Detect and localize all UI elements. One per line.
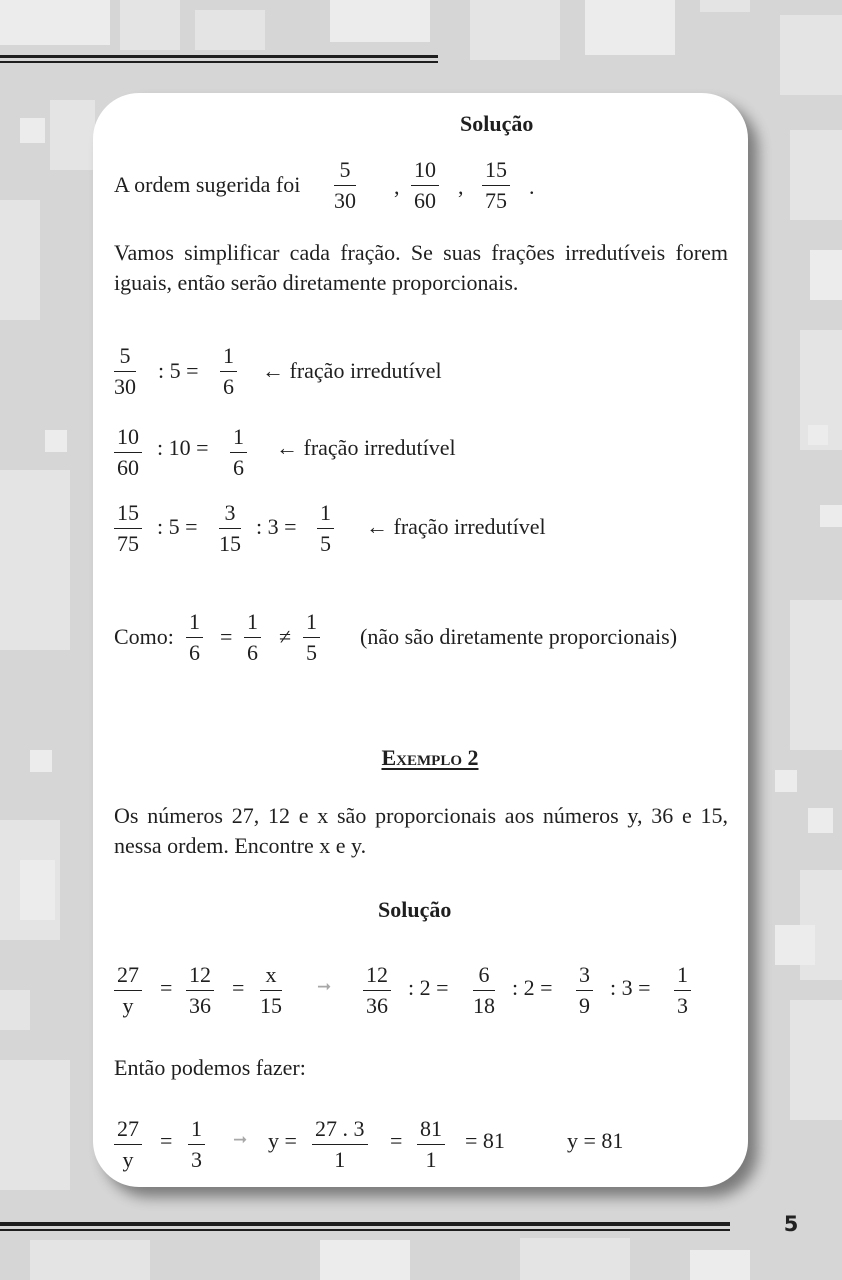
equals: = <box>232 975 245 1000</box>
conclusion-prefix: Como: <box>114 624 174 649</box>
equals: = <box>160 1128 173 1153</box>
operation: : 5 = <box>157 514 198 539</box>
fraction: $\frac{3}{9}$ <box>576 963 593 1018</box>
operation: : 10 = <box>157 435 209 460</box>
solution-heading: Solução <box>378 897 452 922</box>
page-number: 5 <box>783 1212 799 1236</box>
result: = 81 <box>465 1128 505 1153</box>
fraction: $\frac{27}{y}$ <box>114 963 142 1018</box>
conclusion-note: (não são diretamente proporcionais) <box>360 624 678 649</box>
fraction: $\frac{6}{18}$ <box>473 962 495 1018</box>
top-rule <box>0 55 438 63</box>
period: . <box>529 174 535 199</box>
fraction: $\frac{15}{75}$ <box>482 158 510 213</box>
fraction: $\frac{12}{36}$ <box>186 963 214 1018</box>
fraction: $\frac{27 . 3}{1}$ <box>312 1117 368 1172</box>
then-text: Então podemos fazer: <box>114 1055 306 1080</box>
equals: = <box>160 975 173 1000</box>
note: ← fração irredutível <box>366 514 546 539</box>
fraction: $\frac{5}{30}$ <box>334 157 356 213</box>
equals: = <box>220 624 233 649</box>
fraction: $\frac{x}{15}$ <box>260 962 282 1018</box>
not-equals: ≠ <box>279 624 292 649</box>
fraction: $\frac{27}{y}$ <box>114 1117 142 1172</box>
solution-heading: Solução <box>460 111 534 136</box>
fraction: $\frac{5}{30}$ <box>114 343 136 399</box>
fraction: $\frac{10}{60}$ <box>114 425 142 480</box>
operation: : 3 = <box>610 975 651 1000</box>
y-equals: y = <box>268 1128 297 1153</box>
fraction: $\frac{1}{6}$ <box>244 610 261 665</box>
operation: : 3 = <box>256 514 297 539</box>
fraction: $\frac{1}{6}$ <box>230 425 247 480</box>
arrow-icon: ➞ <box>317 977 332 997</box>
arrow-icon: ➞ <box>233 1130 248 1150</box>
fraction: $\frac{1}{5}$ <box>303 610 320 665</box>
bottom-rule <box>0 1222 730 1231</box>
fraction: $\frac{1}{3}$ <box>188 1117 205 1172</box>
fraction: $\frac{1}{3}$ <box>674 963 691 1018</box>
note: ← fração irredutível <box>262 358 442 383</box>
note: ← fração irredutível <box>276 435 456 460</box>
comma: , <box>394 174 400 199</box>
fraction: $\frac{10}{60}$ <box>411 158 439 213</box>
fraction: $\frac{12}{36}$ <box>363 963 391 1018</box>
operation: : 5 = <box>158 358 199 383</box>
example-statement: Os números 27, 12 e x são proporcionais aos números y, 36 e 15, nessa ordem. Encontre x e y. <box>114 803 728 858</box>
equals: = <box>390 1128 403 1153</box>
comma: , <box>458 174 464 199</box>
order-text: A ordem sugerida foi <box>114 172 301 197</box>
explanation-paragraph: Vamos simplificar cada fração. Se suas frações irredutíveis forem iguais, então serão diretamente proporcionais. <box>114 240 728 295</box>
fraction: $\frac{1}{6}$ <box>186 610 203 665</box>
operation: : 2 = <box>408 975 449 1000</box>
fraction: $\frac{15}{75}$ <box>114 501 142 556</box>
final-answer: y = 81 <box>567 1128 624 1153</box>
fraction: $\frac{81}{1}$ <box>417 1117 445 1172</box>
fraction: $\frac{3}{15}$ <box>219 500 241 556</box>
fraction: $\frac{1}{5}$ <box>317 501 334 556</box>
fraction: $\frac{1}{6}$ <box>220 344 237 399</box>
example-title: Exemplo 2 <box>381 745 479 770</box>
operation: : 2 = <box>512 975 553 1000</box>
